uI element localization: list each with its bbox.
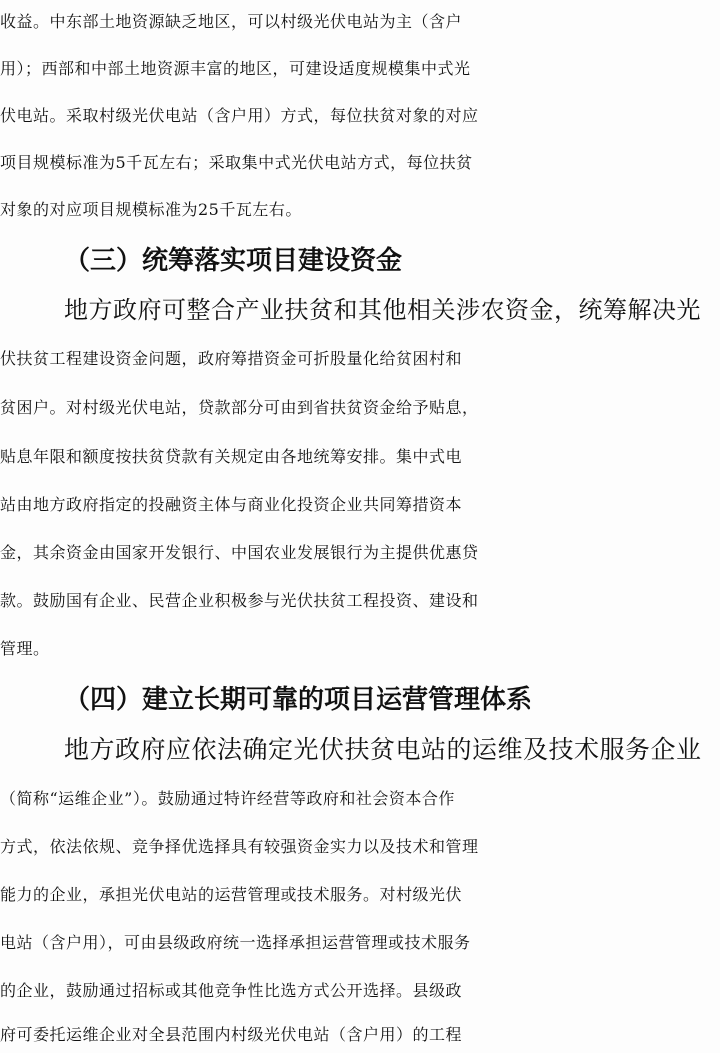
text-line: 能力的企业，承担光伏电站的运营管理或技术服务。对村级光伏 [0,885,463,904]
text-line: 地方政府应依法确定光伏扶贫电站的运维及技术服务企业 [64,735,702,764]
text-line: 项目规模标准为5千瓦左右；采取集中式光伏电站方式，每位扶贫 [0,153,473,172]
text-line: 用）；西部和中部土地资源丰富的地区，可建设适度规模集中式光 [0,59,471,78]
text-line: 金，其余资金由国家开发银行、中国农业发展银行为主提供优惠贷 [0,543,479,562]
text-line: 收益。中东部土地资源缺乏地区，可以村级光伏电站为主（含户 [0,12,463,31]
text-line: 伏电站。采取村级光伏电站（含户用）方式，每位扶贫对象的对应 [0,106,479,125]
text-line: 站由地方政府指定的投融资主体与商业化投资企业共同筹措资本 [0,495,463,514]
text-line: 对象的对应项目规模标准为25千瓦左右。 [0,200,302,219]
text-line: 伏扶贫工程建设资金问题，政府筹措资金可折股量化给贫困村和 [0,349,463,368]
text-line: 的企业，鼓励通过招标或其他竞争性比选方式公开选择。县级政 [0,981,463,1000]
text-line: 电站（含户用），可由县级政府统一选择承担运营管理或技术服务 [0,933,471,952]
text-line: 贴息年限和额度按扶贫贷款有关规定由各地统筹安排。集中式电 [0,447,463,466]
text-line: 款。鼓励国有企业、民营企业积极参与光伏扶贫工程投资、建设和 [0,591,479,610]
text-line: 管理。 [0,639,50,658]
section-heading: （四）建立长期可靠的项目运营管理体系 [64,685,533,715]
text-line: 地方政府可整合产业扶贫和其他相关涉农资金，统筹解决光 [64,296,701,324]
text-line: 府可委托运维企业对全县范围内村级光伏电站（含户用）的工程 [0,1025,463,1044]
section-heading: （三）统筹落实项目建设资金 [64,246,403,276]
text-line: （简称“运维企业”）。鼓励通过特许经营等政府和社会资本合作 [0,789,455,808]
text-line: 贫困户。对村级光伏电站，贷款部分可由到省扶贫资金给予贴息， [0,398,479,417]
text-line: 方式，依法依规、竞争择优选择具有较强资金实力以及技术和管理 [0,837,479,856]
